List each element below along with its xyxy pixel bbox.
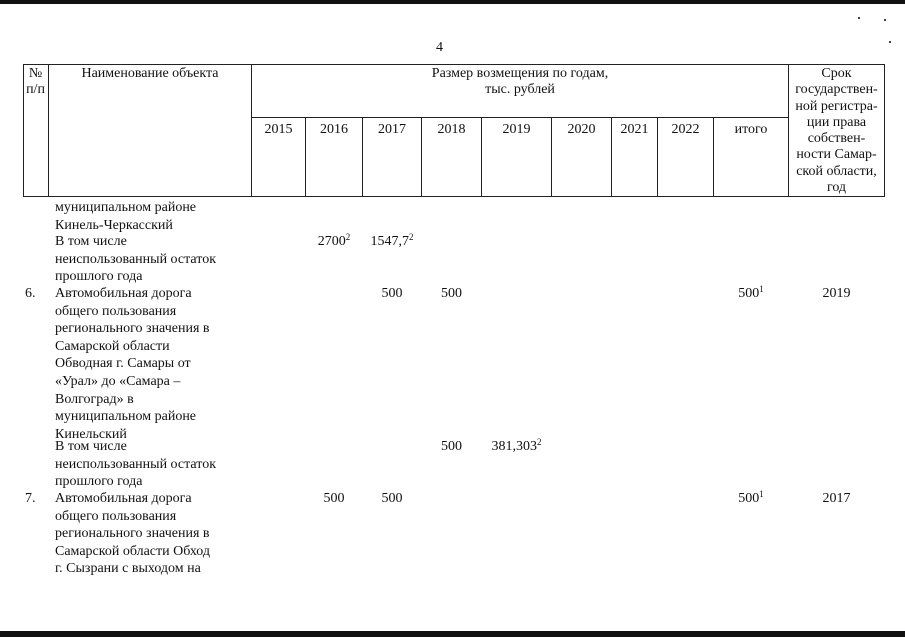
object-name: В том числе неиспользованный остаток прошлого года	[55, 439, 216, 490]
object-name: Автомобильная дорога общего пользования регионального значения в Самарской области Обход г. Сызрани с выходом на	[55, 491, 211, 577]
row-number: 6.	[25, 286, 36, 301]
header-year-2022: 2022	[671, 122, 700, 137]
value-2019: 381,303$^2$	[491, 437, 542, 454]
row-number: 7.	[25, 491, 36, 506]
value-2018: 500	[441, 439, 462, 454]
header-number: № п/п	[26, 66, 45, 97]
object-name: муниципальном районе Кинель-Черкасский	[55, 200, 197, 233]
scan-speck	[889, 41, 891, 43]
header-year-2017: 2017	[378, 122, 406, 137]
scan-speck	[884, 19, 886, 21]
header-compensation-amount: Размер возмещения по годам, тыс. рублей	[431, 66, 609, 97]
header-registration-term: Срок государствен- ной регистра- ции права собствен- ности Самар- ской области, год	[795, 66, 878, 196]
header-year-2021: 2021	[620, 122, 649, 137]
page-number: 4	[436, 40, 443, 55]
header-year-2015: 2015	[264, 122, 293, 137]
value-2018: 500	[441, 286, 462, 301]
header-year-2018: 2018	[437, 122, 466, 137]
header-total: итого	[734, 122, 768, 137]
table-header	[23, 64, 885, 197]
value-2017: 1547,7$^2$	[370, 232, 414, 249]
value-2016: 2700$^2$	[317, 232, 351, 249]
scan-top-border	[0, 0, 905, 4]
value-registration-term: 2017	[822, 491, 851, 506]
scan-bottom-border	[0, 631, 905, 637]
value-total: $500^1$	[738, 489, 764, 506]
value-2017: 500	[381, 286, 403, 301]
value-registration-term: 2019	[822, 286, 851, 301]
value-total: $500^1$	[738, 284, 764, 301]
object-name: В том числе неиспользованный остаток прошлого года	[55, 234, 216, 285]
object-name: Автомобильная дорога общего пользования регионального значения в Самарской области Обводная г. Самары от «Урал» до «Самара – Волгоград» в муниципальном районе Кинельский	[55, 286, 210, 442]
header-year-2016: 2016	[320, 122, 348, 137]
value-2017: 500	[381, 491, 403, 506]
header-year-2020: 2020	[567, 122, 596, 137]
scan-speck	[858, 17, 860, 19]
header-object-name: Наименование объекта	[81, 66, 219, 81]
header-year-2019: 2019	[502, 122, 531, 137]
value-2016: 500	[323, 491, 345, 506]
